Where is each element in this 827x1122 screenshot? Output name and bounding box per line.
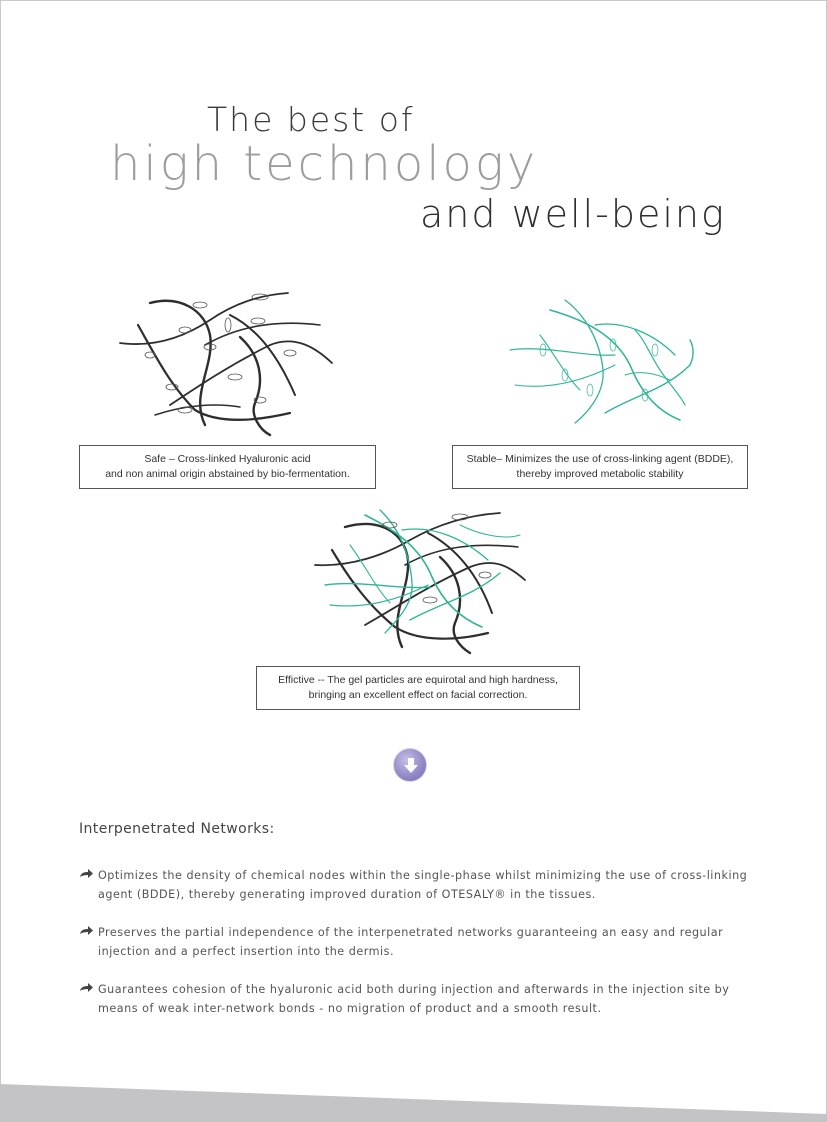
bullet-item-1 — [79, 866, 759, 904]
crosslinked-network-illustration — [110, 285, 340, 440]
caption-effective-line-1: Effictive -- The gel particles are equirotal and high hardness, — [278, 674, 558, 686]
bullet-text-1: Optimizes the density of chemical nodes within the single-phase whilst minimizing the use of cross-linking agent (BDDE), thereby generating improved duration of OTESALY® in the tissues. — [98, 869, 748, 901]
title-line-1: The best of — [207, 100, 415, 139]
caption-effective — [256, 666, 580, 710]
caption-stable-line-1: Stable– Minimizes the use of cross-linking agent (BDDE), — [466, 453, 734, 465]
caption-stable — [452, 445, 748, 489]
bottom-decorative-band — [0, 1082, 827, 1122]
stable-network-illustration — [505, 295, 700, 425]
interpenetrated-network-illustration — [310, 505, 530, 655]
bullet-item-3 — [79, 980, 759, 1018]
caption-stable-line-2: thereby improved metabolic stability — [516, 468, 684, 480]
caption-safe — [79, 445, 376, 489]
right-arrow-icon — [79, 925, 94, 937]
caption-safe-line-1: Safe – Cross-linked Hyaluronic acid — [144, 453, 311, 465]
title-line-3: and well-being — [420, 192, 726, 236]
right-arrow-icon — [79, 982, 94, 994]
title-line-2: high technology — [110, 136, 539, 192]
bullet-text-3: Guarantees cohesion of the hyaluronic acid both during injection and afterwards in the injection site by means of weak inter-network bonds - no migration of product and a smooth result. — [98, 983, 730, 1015]
caption-safe-line-2: and non animal origin abstained by bio-fermentation. — [105, 468, 350, 480]
section-title: Interpenetrated Networks: — [79, 821, 275, 837]
scroll-down-button[interactable] — [393, 748, 427, 782]
bullet-item-2 — [79, 923, 759, 961]
bullet-text-2: Preserves the partial independence of the interpenetrated networks guaranteeing an easy and regular injection and a perfect insertion into the dermis. — [98, 926, 724, 958]
arrow-down-circle-icon — [401, 756, 421, 776]
right-arrow-icon — [79, 868, 94, 880]
caption-effective-line-2: bringing an excellent effect on facial correction. — [308, 689, 528, 701]
